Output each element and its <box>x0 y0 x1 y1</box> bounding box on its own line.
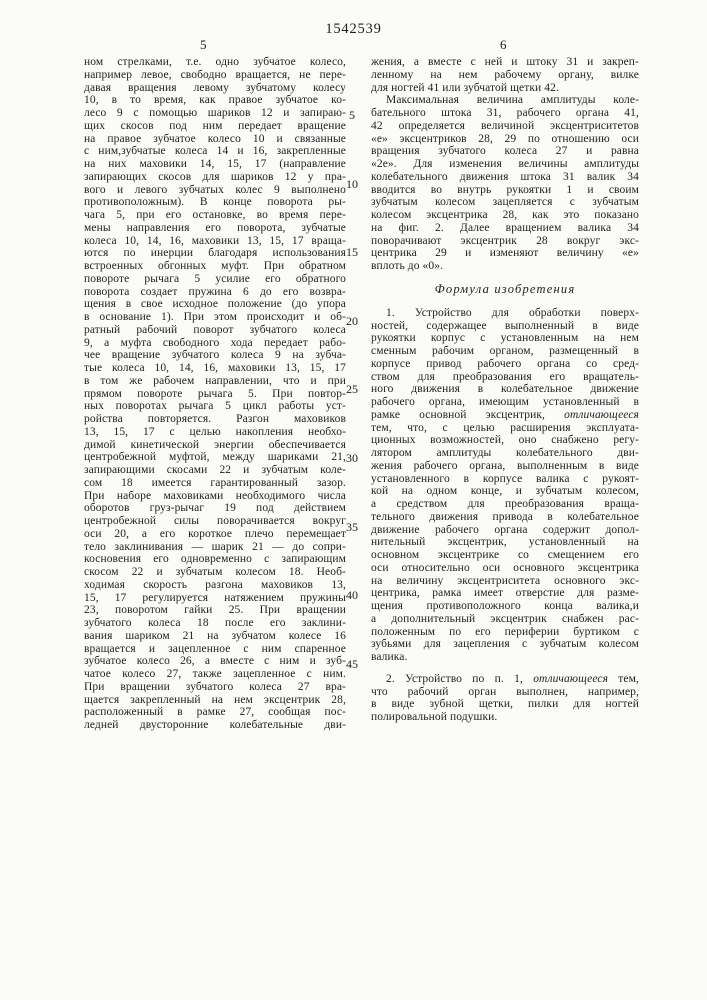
text-line <box>84 337 346 350</box>
text-line <box>371 247 639 260</box>
text-segment: зубчатого колеса 18 после его заклини- <box>84 617 346 629</box>
text-segment: кой на одном конце, и зубчатым колесом, <box>371 485 639 498</box>
text-segment: При вращении зубчатого колеса 27 вра- <box>84 680 346 693</box>
text-line <box>84 528 346 541</box>
text-segment: 23, поворотом гайки 25. При вращении <box>84 604 346 617</box>
text-segment: Максимальная величина амплитуды коле- <box>386 94 639 107</box>
text-line <box>84 426 346 439</box>
paragraph-block <box>371 56 639 94</box>
text-segment: жения, а вместе с ней и штоку 31 и закреп- <box>371 56 639 68</box>
text-segment: ством для преобразования его вращатель- <box>371 370 639 383</box>
text-segment: повороте рычага 5 усилие его обратного <box>84 272 346 285</box>
text-segment: ратный рабочий поворот зубчатого колеса <box>84 323 346 336</box>
text-line <box>84 655 346 668</box>
text-segment: лесо 9 с помощью шариков 12 и запираю- <box>84 107 346 119</box>
text-line <box>84 145 346 158</box>
text-line <box>371 473 639 486</box>
text-segment: запирающих скосов для шариков 12 у пра- <box>84 170 346 183</box>
text-line <box>371 422 639 435</box>
text-segment: вращения зубчатого колеса 27 и равна <box>371 145 639 158</box>
text-segment: вводится во внутрь рукоятки 1 и своим <box>371 183 639 196</box>
text-line <box>371 222 639 235</box>
text-segment: 15, 17 регулируется натяжением пружины <box>84 591 346 604</box>
text-line <box>371 549 639 562</box>
text-line <box>84 617 346 630</box>
text-segment: колеса 10, 14, 16, маховики 13, 15, 17 враща- <box>84 234 346 247</box>
text-segment: в том же рабочем направлении, что и при <box>84 374 346 387</box>
text-segment: полировальной подушки. <box>371 711 498 723</box>
left-column <box>84 56 346 732</box>
text-segment: тем, <box>608 672 639 685</box>
text-line <box>84 719 346 732</box>
text-segment: например левое, свободно вращается, не пере- <box>84 68 346 81</box>
text-line <box>371 536 639 549</box>
text-segment: на них маховики 14, 15, 17 (направление <box>84 158 346 170</box>
text-segment: движение рабочего органа содержит допол- <box>371 523 639 536</box>
text-line <box>371 145 639 158</box>
text-segment: ройства повторяется. Разгон маховиков <box>84 413 346 425</box>
text-line <box>84 681 346 694</box>
text-segment: зубчатое колесо 26, а вместе с ним и зуб- <box>84 655 346 668</box>
text-line <box>371 107 639 120</box>
text-segment: скосом 22 и зубчатым колесом 18. Необ- <box>84 566 346 578</box>
text-segment: оси 20, а его короткое плечо перемещает <box>84 527 346 540</box>
text-segment: При наборе маховиками необходимого числа <box>84 489 346 502</box>
text-segment: установленного в корпусе валика с рукоят- <box>371 472 639 485</box>
text-line <box>84 247 346 260</box>
text-segment: расположенный в рамке 27, сообщая пос- <box>84 706 346 719</box>
text-line <box>371 409 639 422</box>
text-line <box>371 82 639 95</box>
text-line <box>84 196 346 209</box>
text-line <box>371 158 639 171</box>
text-line <box>84 388 346 401</box>
text-line <box>371 460 639 473</box>
text-segment: щих скосов под ним передает вращение <box>84 119 346 132</box>
text-segment: косновения его одновременно с запирающим <box>84 553 346 566</box>
formula-izobreteniya-heading: Формула изобретения <box>434 281 576 296</box>
text-segment: тело заклинивания — шарик 21 — до сопри- <box>84 540 346 553</box>
text-segment: противоположным). В конце поворота ры- <box>84 196 346 209</box>
text-line <box>371 56 639 69</box>
text-line <box>84 541 346 554</box>
text-line <box>371 638 639 651</box>
text-segment: на величину эксцентриситета основного экс- <box>371 574 639 587</box>
text-line <box>84 630 346 643</box>
paragraph-block <box>371 307 639 664</box>
text-line <box>84 349 346 362</box>
text-segment: основном эксцентрике со смещением его <box>371 549 639 561</box>
text-line <box>371 307 639 320</box>
text-line <box>84 490 346 503</box>
text-line <box>371 320 639 333</box>
text-line <box>371 260 639 273</box>
text-segment: нительный эксцентрик, установленный на <box>371 536 639 549</box>
text-segment: 10, в то время, как правое зубчатое ко- <box>84 94 346 107</box>
text-line <box>371 498 639 511</box>
text-segment: вания шариком 21 на зубчатом колесе 16 <box>84 629 346 642</box>
text-segment: 2. Устройство по п. 1, <box>386 672 534 685</box>
text-segment: центрика 29 и изменяют величину «е» <box>371 247 639 260</box>
text-line <box>371 133 639 146</box>
text-segment: поворота создает пружина 6 до его возвра- <box>84 285 346 298</box>
text-line <box>84 133 346 146</box>
text-line <box>371 120 639 133</box>
text-segment: «2е». Для изменения величины амплитуды <box>371 158 639 170</box>
text-line <box>84 439 346 452</box>
text-segment: щения в свое исходное положение (до упора <box>84 298 346 311</box>
text-line <box>84 311 346 324</box>
text-line <box>371 613 639 626</box>
gutter-line-number: 45 <box>346 656 358 671</box>
text-segment: 1. Устройство для обработки поверх- <box>386 306 639 319</box>
gutter-line-number: 40 <box>346 588 358 603</box>
text-segment: ходимая скорость разгона маховиков 13, <box>84 578 346 591</box>
text-segment: рамке основной эксцентрик, <box>371 408 565 421</box>
text-line <box>84 56 346 69</box>
text-segment: тельного движения привода в колебательное <box>371 510 639 523</box>
text-segment: щения противоположного конца валика,и <box>371 600 639 612</box>
text-segment: ленному на нем рабочему органу, вилке <box>371 68 639 81</box>
text-segment: ционных возможностей, оно снабжено регу- <box>371 434 639 447</box>
text-line <box>371 235 639 248</box>
text-segment: что рабочий орган выполнен, например, <box>371 685 639 698</box>
text-segment: ного движения в колебательное движение <box>371 383 639 396</box>
text-line <box>371 332 639 345</box>
text-segment: ном стрелками, т.е. одно зубчатое колесо, <box>84 56 346 68</box>
text-line <box>371 485 639 498</box>
text-line <box>84 235 346 248</box>
text-segment: колесом эксцентрика 28, как это показано <box>371 209 639 221</box>
italic-text-segment: отличающееся <box>533 672 609 685</box>
text-line <box>371 600 639 613</box>
text-line <box>371 447 639 460</box>
text-line <box>84 553 346 566</box>
text-segment: оборотов груз-рычаг 19 под действием <box>84 502 346 515</box>
text-line <box>84 579 346 592</box>
text-segment: «е» эксцентриков 28, 29 по отношению оси <box>371 132 639 145</box>
text-line <box>84 209 346 222</box>
text-line <box>371 562 639 575</box>
text-line <box>84 286 346 299</box>
text-segment: давая вращения левому зубчатому колесу <box>84 81 346 94</box>
text-line <box>84 324 346 337</box>
text-line <box>84 400 346 413</box>
text-segment: щается закрепленный на нем эксцентрик 28, <box>84 693 346 706</box>
text-line <box>371 171 639 184</box>
text-segment: центрика, рамка имеет отверстие для разме- <box>371 587 639 600</box>
text-segment: встроенных обгонных муфт. При обратном <box>84 260 346 272</box>
text-segment: димой кинетической энергии обеспечивается <box>84 438 346 451</box>
text-line <box>84 515 346 528</box>
text-line <box>84 298 346 311</box>
text-line <box>371 711 639 724</box>
text-line <box>84 604 346 617</box>
text-segment: корпусе привод рабочего органа со сред- <box>371 357 639 370</box>
text-line <box>371 698 639 711</box>
text-segment: тые колеса 10, 14, 16, маховики 13, 15, 17 <box>84 362 346 374</box>
text-segment: рабочего органа, имеющим установленный в <box>371 396 639 408</box>
text-line <box>84 477 346 490</box>
text-line <box>84 82 346 95</box>
text-line <box>84 706 346 719</box>
gutter-line-number: 20 <box>346 313 358 328</box>
text-segment: зубьями для зацепления с зубчатым колесом <box>371 638 639 651</box>
text-line <box>371 94 639 107</box>
text-line <box>371 673 639 686</box>
text-segment: в основание 1). При этом происходит и об- <box>84 311 346 323</box>
text-segment: центробежной силы поворачивается вокруг <box>84 515 346 527</box>
text-segment: зубчатым колесом зацепляется с зубчатым <box>371 196 639 209</box>
text-line <box>371 511 639 524</box>
text-segment: сменным рабочим органом, размещенный в <box>371 345 639 357</box>
gutter-line-number: 25 <box>346 382 358 397</box>
text-line <box>84 592 346 605</box>
text-line <box>84 158 346 171</box>
text-segment: поворачивают эксцентрик 28 вокруг экс- <box>371 234 639 247</box>
text-line <box>84 273 346 286</box>
text-line <box>84 362 346 375</box>
text-segment: тем, что, с целью расширения эксплуата- <box>371 421 639 434</box>
text-segment: валика. <box>371 651 408 663</box>
text-segment: ных поворотах рычага 5 цикл работы уст- <box>84 400 346 413</box>
paragraph-block <box>371 94 639 273</box>
text-segment: на фиг. 2. Далее вращением валика 34 <box>371 221 639 234</box>
text-line <box>371 434 639 447</box>
text-segment: на правое зубчатое колесо 10 и связанные <box>84 132 346 145</box>
text-segment: для ногтей 41 или зубчатой щетки 42. <box>371 81 559 94</box>
patent-number: 1542539 <box>325 21 382 37</box>
text-line <box>371 196 639 209</box>
text-line <box>84 502 346 515</box>
text-line <box>84 171 346 184</box>
gutter-line-number: 10 <box>346 176 358 191</box>
text-segment: а дополнительный эксцентрик снабжен рас- <box>371 612 639 625</box>
text-segment: вплоть до «0». <box>371 260 444 272</box>
text-segment: центробежной муфтой, между шариками 21, <box>84 451 346 464</box>
text-line <box>371 184 639 197</box>
text-segment: прямом повороте рычага 5. При повтор- <box>84 387 346 400</box>
text-segment: ются по инерции благодаря использования <box>84 247 346 260</box>
text-line <box>371 209 639 222</box>
text-line <box>84 451 346 464</box>
right-column <box>371 56 639 724</box>
text-line <box>84 668 346 681</box>
text-line <box>371 626 639 639</box>
text-line <box>84 375 346 388</box>
text-segment: жения рабочего органа, выполненным в виде <box>371 459 639 472</box>
text-segment: рукоятки корпус с установленным на нем <box>371 332 639 345</box>
text-line <box>84 566 346 579</box>
text-line <box>84 184 346 197</box>
text-segment: лятором амплитуды колебательного дви- <box>371 447 639 459</box>
gutter-line-number: 35 <box>346 519 358 534</box>
text-segment: чатое колесо 27, также зацепленное с ним. <box>84 668 346 680</box>
text-line <box>84 643 346 656</box>
text-segment: вого и левого зубчатых колес 9 выполнено <box>84 183 346 196</box>
text-line <box>371 345 639 358</box>
text-segment: колебательного движения штока 31 валик 34 <box>371 170 639 183</box>
text-line <box>371 651 639 664</box>
gutter-line-number: 5 <box>349 108 355 122</box>
italic-text-segment: отличающееся <box>564 408 639 421</box>
text-segment: ледней двусторонние колебательные дви- <box>84 719 346 731</box>
text-line <box>84 464 346 477</box>
paragraph-block <box>371 673 639 724</box>
text-segment: 13, 15, 17 с целью накопления необхо- <box>84 425 346 438</box>
text-segment: бательного штока 31, рабочего органа 41, <box>371 107 639 119</box>
text-segment: а средством для преобразования враща- <box>371 498 639 510</box>
text-segment: оси относительно оси основного эксцентрика <box>371 561 639 574</box>
text-segment: вращается и зацепленное с ним спаренное <box>84 642 346 655</box>
text-segment: положенным по его периферии буртиком с <box>371 625 639 638</box>
text-line <box>84 120 346 133</box>
text-line <box>84 107 346 120</box>
text-line <box>371 396 639 409</box>
text-line <box>371 575 639 588</box>
text-line <box>371 686 639 699</box>
text-line <box>84 694 346 707</box>
text-segment: запирающими скосами 22 и зубчатым коле- <box>84 464 346 476</box>
text-line <box>371 587 639 600</box>
text-line <box>84 222 346 235</box>
text-line <box>371 69 639 82</box>
text-line <box>84 94 346 107</box>
text-line <box>371 371 639 384</box>
text-segment: с ним,зубчатые колеса 14 и 16, закрепленные <box>84 145 346 158</box>
text-segment: 42 определяется величиной эксцентриситетов <box>371 119 639 132</box>
text-segment: в виде зубной щетки, пилки для ногтей <box>371 698 639 711</box>
text-segment: чага 5, при его остановке, во время пере- <box>84 209 346 221</box>
gutter-line-number: 15 <box>346 245 358 260</box>
text-segment: сом 18 имеется гарантированный зазор. <box>84 476 346 489</box>
text-line <box>84 69 346 82</box>
right-column-page-number: 6 <box>500 37 507 52</box>
text-line <box>84 413 346 426</box>
text-segment: чее вращение зубчатого колеса 9 на зубча- <box>84 349 346 362</box>
text-segment: 9, а муфта свободного хода передает рабо- <box>84 336 346 349</box>
left-column-page-number: 5 <box>200 37 207 52</box>
text-line <box>371 383 639 396</box>
text-line <box>371 358 639 371</box>
text-line <box>371 524 639 537</box>
text-line <box>84 260 346 273</box>
text-segment: ностей, содержащее выполненный в виде <box>371 319 639 332</box>
text-segment: мены направления его поворота, зубчатые <box>84 221 346 234</box>
gutter-line-number: 30 <box>346 451 358 465</box>
